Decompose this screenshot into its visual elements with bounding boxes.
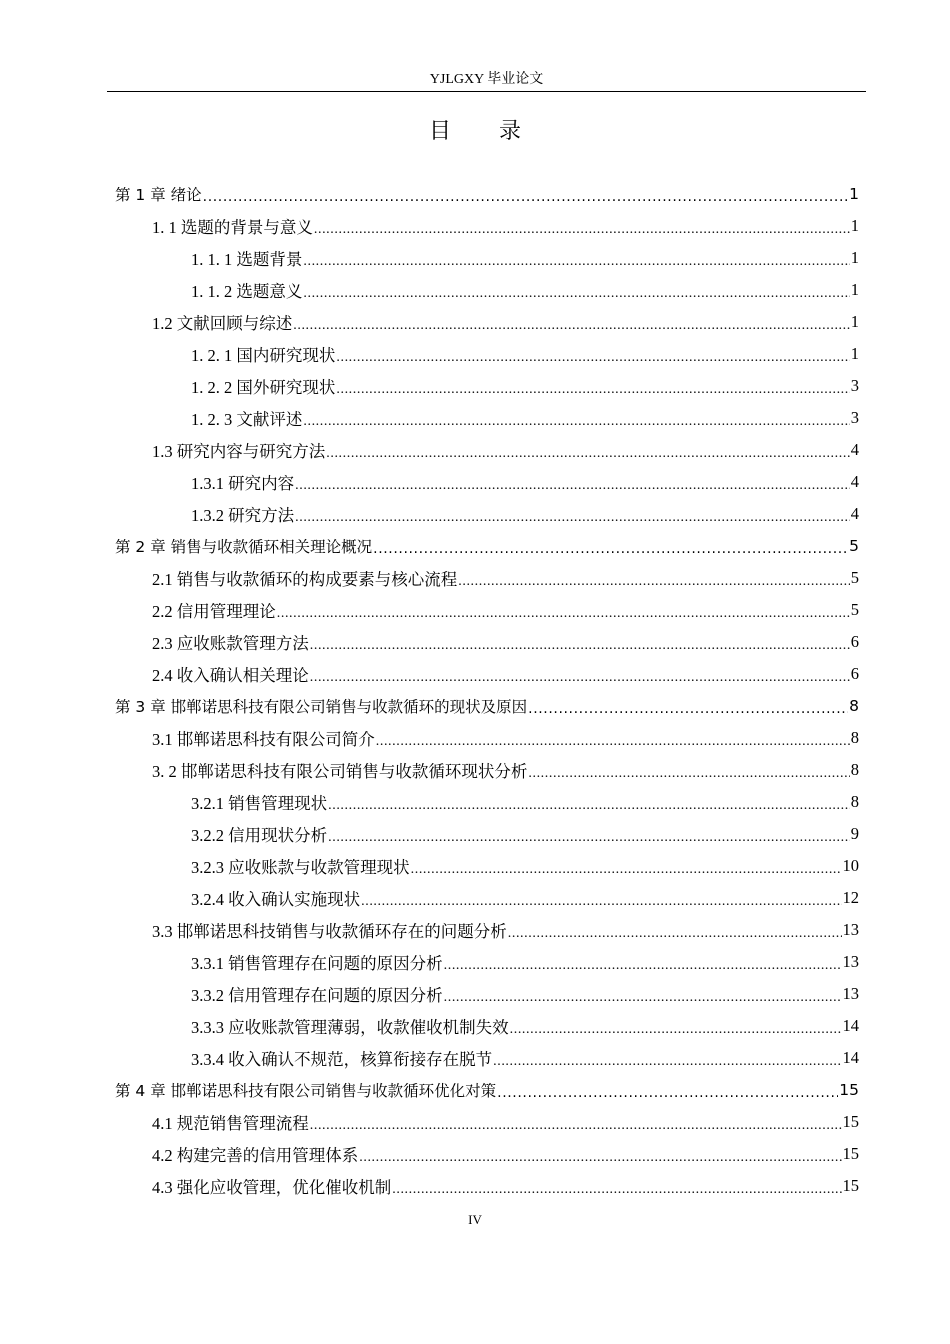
- dot-leader: [444, 986, 842, 1006]
- toc-entry-text: 1.3 研究内容与研究方法: [152, 442, 326, 461]
- toc-section-entry[interactable]: [152, 658, 859, 690]
- running-header: YJLGXY 毕业论文: [429, 72, 544, 87]
- dot-leader: [277, 602, 850, 622]
- toc-entry-text: 1. 1. 2 选题意义: [191, 282, 303, 301]
- toc-page-number: 13: [842, 952, 859, 971]
- toc-entry-text: 1. 2. 2 国外研究现状: [191, 378, 336, 397]
- dot-leader: [493, 1050, 841, 1070]
- toc-subsection-entry[interactable]: [191, 818, 859, 850]
- toc-entry-text: 3.2.3 应收账款与收款管理现状: [191, 858, 410, 877]
- toc-page-number: 1: [850, 344, 859, 363]
- toc-chapter-entry[interactable]: [115, 690, 859, 722]
- toc-subsection-entry[interactable]: [191, 850, 859, 882]
- toc-section-entry[interactable]: [152, 1170, 859, 1202]
- toc-page-number: 6: [850, 664, 859, 683]
- toc-entry-text: 3.3.4 收入确认不规范，核算衔接存在脱节: [191, 1050, 493, 1069]
- header-rule: [107, 91, 866, 92]
- dot-leader: [310, 666, 850, 686]
- toc-entry-text: 1. 1 选题的背景与意义: [152, 218, 313, 237]
- toc-entry-text: 1.3.1 研究内容: [191, 474, 295, 493]
- toc-subsection-entry[interactable]: [191, 498, 859, 530]
- toc-entry-text: 1.2 文献回顾与综述: [152, 314, 293, 333]
- dot-leader: [497, 1082, 838, 1102]
- toc-page-number: 13: [842, 984, 859, 1003]
- toc-page-number: 5: [850, 600, 859, 619]
- toc-section-entry[interactable]: [152, 626, 859, 658]
- dot-leader: [376, 730, 850, 750]
- toc-section-entry[interactable]: [152, 722, 859, 754]
- dot-leader: [203, 186, 848, 206]
- toc-page-number: 8: [850, 728, 859, 747]
- dot-leader: [508, 922, 842, 942]
- dot-leader: [293, 314, 850, 334]
- toc-entry-text: 3.3.2 信用管理存在问题的原因分析: [191, 986, 443, 1005]
- toc-section-entry[interactable]: [152, 594, 859, 626]
- toc-page-number: 6: [850, 632, 859, 651]
- toc-page-number: 15: [842, 1112, 859, 1131]
- toc-entry-text: 2.1 销售与收款循环的构成要素与核心流程: [152, 570, 458, 589]
- toc-page-number: 4: [850, 504, 859, 523]
- toc-section-entry[interactable]: [152, 754, 859, 786]
- toc-subsection-entry[interactable]: [191, 370, 859, 402]
- toc-page-number: 15: [842, 1144, 859, 1163]
- dot-leader: [328, 826, 850, 846]
- dot-leader: [326, 442, 850, 462]
- toc-entry-text: 1.3.2 研究方法: [191, 506, 295, 525]
- toc-subsection-entry[interactable]: [191, 786, 859, 818]
- toc-entry-text: 3.2.1 销售管理现状: [191, 794, 328, 813]
- dot-leader: [411, 858, 842, 878]
- toc-entry-text: 1. 2. 1 国内研究现状: [191, 346, 336, 365]
- toc-page-number: 14: [842, 1048, 859, 1067]
- toc-subsection-entry[interactable]: [191, 466, 859, 498]
- toc-subsection-entry[interactable]: [191, 882, 859, 914]
- toc-entry-text: 4.1 规范销售管理流程: [152, 1114, 309, 1133]
- dot-leader: [328, 794, 850, 814]
- toc-entry-text: 3.2.2 信用现状分析: [191, 826, 328, 845]
- toc-subsection-entry[interactable]: [191, 242, 859, 274]
- toc-subsection-entry[interactable]: [191, 402, 859, 434]
- dot-leader: [314, 218, 850, 238]
- toc-entry-text: 第 4 章 邯郸诺思科技有限公司销售与收款循环优化对策: [115, 1082, 497, 1100]
- toc-subsection-entry[interactable]: [191, 274, 859, 306]
- toc-page-number: 1: [850, 216, 859, 235]
- toc-entry-text: 第 3 章 邯郸诺思科技有限公司销售与收款循环的现状及原因: [115, 698, 528, 716]
- toc-page-number: 12: [842, 888, 859, 907]
- toc-entry-text: 第 1 章 绪论: [115, 186, 202, 204]
- toc-section-entry[interactable]: [152, 562, 859, 594]
- toc-section-entry[interactable]: [152, 210, 859, 242]
- toc-section-entry[interactable]: [152, 1106, 859, 1138]
- toc-page-number: 8: [850, 792, 859, 811]
- dot-leader: [359, 1146, 841, 1166]
- toc-entry-text: 4.2 构建完善的信用管理体系: [152, 1146, 359, 1165]
- toc-entry-text: 1. 2. 3 文献评述: [191, 410, 303, 429]
- toc-subsection-entry[interactable]: [191, 1042, 859, 1074]
- dot-leader: [528, 762, 849, 782]
- toc-page-number: 8: [850, 760, 859, 779]
- toc-page-number: 1: [850, 280, 859, 299]
- toc-entry-text: 2.3 应收账款管理方法: [152, 634, 309, 653]
- toc-page-number: 13: [842, 920, 859, 939]
- toc-section-entry[interactable]: [152, 1138, 859, 1170]
- toc-entry-text: 1. 1. 1 选题背景: [191, 250, 303, 269]
- toc-page-number: 8: [849, 697, 859, 715]
- toc-entry-text: 3.2.4 收入确认实施现状: [191, 890, 361, 909]
- toc-entry-text: 4.3 强化应收管理，优化催收机制: [152, 1178, 392, 1197]
- toc-page-number: 1: [850, 312, 859, 331]
- toc-entry-text: 第 2 章 销售与收款循环相关理论概况: [115, 538, 373, 556]
- toc-page-number: 10: [842, 856, 859, 875]
- toc-page-number: 4: [850, 472, 859, 491]
- dot-leader: [310, 1114, 842, 1134]
- toc-subsection-entry[interactable]: [191, 1010, 859, 1042]
- toc-page-number: 5: [849, 537, 859, 555]
- dot-leader: [444, 954, 842, 974]
- toc-title: 目录: [428, 119, 569, 144]
- dot-leader: [510, 1018, 842, 1038]
- dot-leader: [303, 410, 849, 430]
- toc-page-number: 9: [850, 824, 859, 843]
- dot-leader: [336, 346, 849, 366]
- toc-entry-text: 3.3.3 应收账款管理薄弱，收款催收机制失效: [191, 1018, 509, 1037]
- dot-leader: [336, 378, 849, 398]
- toc-chapter-entry[interactable]: [115, 178, 859, 210]
- toc-section-entry[interactable]: [152, 914, 859, 946]
- dot-leader: [361, 890, 841, 910]
- toc-page-number: 1: [850, 248, 859, 267]
- toc-page-number: 3: [850, 408, 859, 427]
- dot-leader: [373, 538, 848, 558]
- toc-section-entry[interactable]: [152, 306, 859, 338]
- toc-page-number: 1: [849, 185, 859, 203]
- toc-entry-text: 2.4 收入确认相关理论: [152, 666, 309, 685]
- toc-chapter-entry[interactable]: [115, 530, 859, 562]
- toc-section-entry[interactable]: [152, 434, 859, 466]
- toc-page-number: 3: [850, 376, 859, 395]
- toc-chapter-entry[interactable]: [115, 1074, 859, 1106]
- dot-leader: [303, 282, 849, 302]
- dot-leader: [295, 474, 850, 494]
- toc-subsection-entry[interactable]: [191, 946, 859, 978]
- toc-entry-text: 3.3 邯郸诺思科技销售与收款循环存在的问题分析: [152, 922, 507, 941]
- dot-leader: [303, 250, 849, 270]
- dot-leader: [458, 570, 850, 590]
- toc-page-number: 4: [850, 440, 859, 459]
- toc-page-number: 14: [842, 1016, 859, 1035]
- toc-page-number: 15: [842, 1176, 859, 1195]
- toc-subsection-entry[interactable]: [191, 978, 859, 1010]
- toc-subsection-entry[interactable]: [191, 338, 859, 370]
- dot-leader: [528, 698, 848, 718]
- toc-page-number: 5: [850, 568, 859, 587]
- toc-page-number: 15: [839, 1081, 859, 1099]
- toc-entry-text: 2.2 信用管理理论: [152, 602, 276, 621]
- toc-entry-text: 3. 2 邯郸诺思科技有限公司销售与收款循环现状分析: [152, 762, 528, 781]
- dot-leader: [295, 506, 850, 526]
- toc-entry-text: 3.1 邯郸诺思科技有限公司简介: [152, 730, 375, 749]
- dot-leader: [392, 1178, 841, 1198]
- toc-entry-text: 3.3.1 销售管理存在问题的原因分析: [191, 954, 443, 973]
- dot-leader: [310, 634, 850, 654]
- page-number: IV: [468, 1212, 482, 1227]
